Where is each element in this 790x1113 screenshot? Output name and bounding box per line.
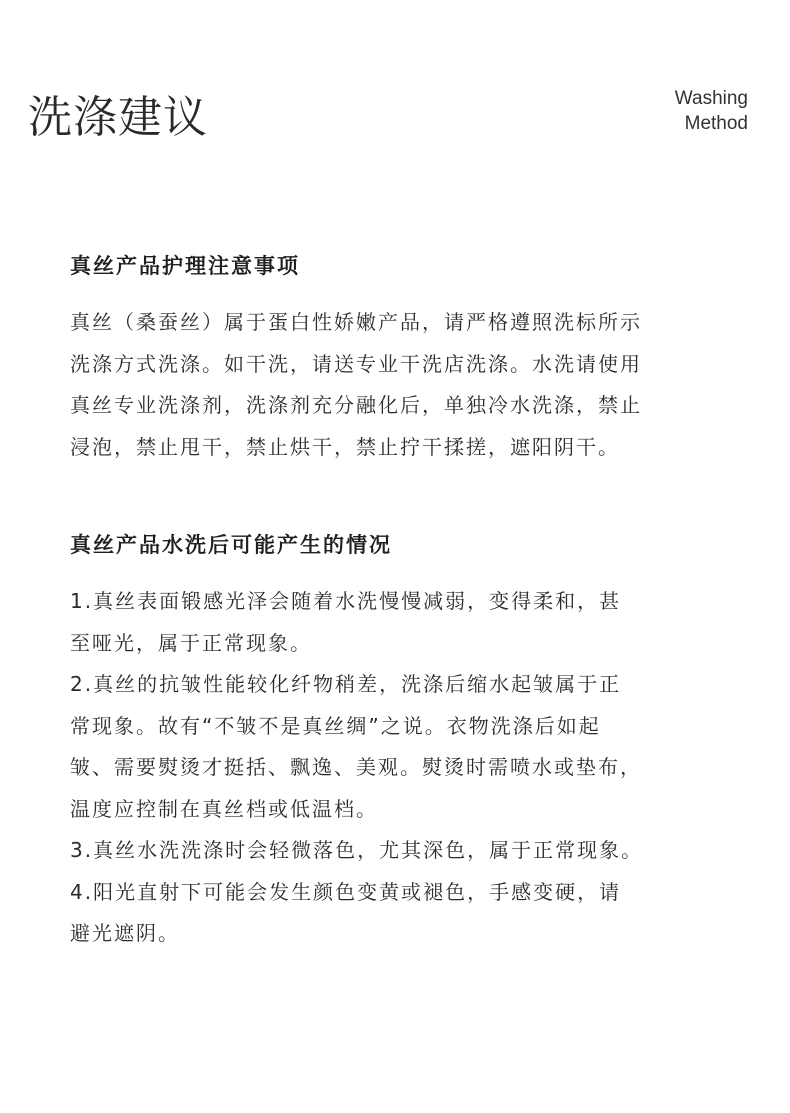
care-notes-line: 真丝（桑蚕丝）属于蛋白性娇嫩产品，请严格遵照洗标所示 bbox=[70, 310, 642, 334]
care-notes-heading: 真丝产品护理注意事项 bbox=[70, 254, 300, 278]
care-notes-section bbox=[70, 248, 730, 468]
after-wash-line: 常现象。故有“不皱不是真丝绸”之说。衣物洗涤后如起 bbox=[70, 713, 601, 738]
after-wash-line: 3.真丝水洗洗涤时会轻微落色，尤其深色，属于正常现象。 bbox=[70, 838, 644, 862]
after-wash-line: 至哑光，属于正常现象。 bbox=[70, 630, 312, 655]
care-notes-line: 洗涤方式洗涤。如干洗，请送专业干洗店洗涤。水洗请使用 bbox=[70, 351, 642, 376]
after-wash-line: 2.真丝的抗皱性能较化纤物稍差，洗涤后缩水起皱属于正 bbox=[70, 672, 622, 696]
care-notes-line: 真丝专业洗涤剂，洗涤剂充分融化后，单独冷水洗涤，禁止 bbox=[70, 393, 642, 417]
after-wash-heading: 真丝产品水洗后可能产生的情况 bbox=[70, 533, 392, 557]
page-subtitle bbox=[588, 86, 748, 136]
after-wash-line: 4.阳光直射下可能会发生颜色变黄或褪色，手感变硬，请 bbox=[70, 879, 622, 904]
after-wash-line: 温度应控制在真丝档或低温档。 bbox=[70, 796, 378, 821]
after-wash-line: 避光遮阴。 bbox=[70, 921, 180, 945]
subtitle-line-2: Method bbox=[684, 113, 748, 134]
care-notes-line: 浸泡，禁止甩干，禁止烘干，禁止拧干揉搓，遮阳阴干。 bbox=[70, 434, 620, 459]
after-wash-line: 皱、需要熨烫才挺括、飘逸、美观。熨烫时需喷水或垫布， bbox=[70, 755, 642, 779]
after-wash-line: 1.真丝表面锻感光泽会随着水洗慢慢减弱，变得柔和，甚 bbox=[70, 589, 622, 613]
subtitle-line-1: Washing bbox=[674, 88, 748, 109]
page-title: 洗涤建议 bbox=[28, 92, 208, 143]
after-wash-section bbox=[70, 527, 730, 955]
